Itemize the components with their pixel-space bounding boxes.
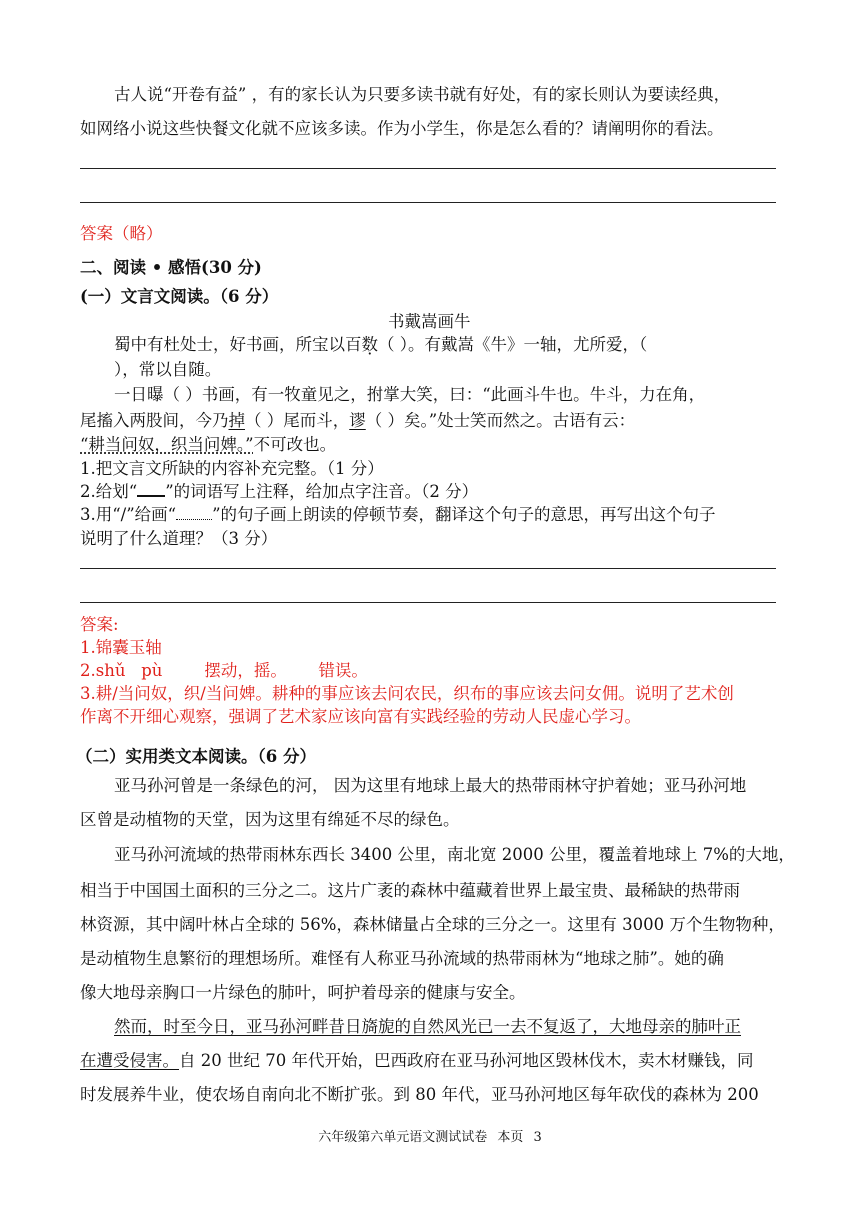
text-fragment: （ ）。有戴嵩《牛》一轴，尤所爱，（ (378, 335, 648, 354)
dotted-char: 数 (361, 335, 378, 354)
article-line: 像大地母亲胸口一片绿色的肺叶，呵护着母亲的健康与安全。 (80, 983, 526, 1002)
passage-line (80, 409, 635, 433)
question-2 (80, 480, 478, 504)
passage-line: 一日曝（ ）书画，有一牧童见之，拊掌大笑，曰：“此画斗牛也。牛斗，力在角， (114, 385, 706, 404)
intro-line-2: 如网络小说这些快餐文化就不应该多读。作为小学生，你是怎么看的？请阐明你的看法。 (80, 119, 724, 138)
part2-heading: （二）实用类文本阅读。（6 分） (76, 747, 316, 766)
answer-2: 2.shǔ pù 摆动，摇。 错误。 (80, 661, 368, 680)
section-title: 二、阅读 • 感悟(30 分) (80, 258, 262, 277)
answer-3: 3.耕/当问奴，织/当问婢。耕种的事应该去问农民，织布的事应该去问女佣。说明了艺术创 (80, 684, 734, 703)
passage-line (80, 433, 336, 457)
underlined-word: 谬 (349, 411, 366, 430)
underlined-sentence: 然而，时至今日，亚马孙河畔昔日旖旎的自然风光已一去不复返了，大地母亲的肺叶正 (114, 1017, 741, 1036)
article-line (80, 1049, 753, 1073)
text-fragment: 蜀中有杜处士，好书画，所宝以百 (114, 335, 362, 354)
intro-line-1: 古人说“开卷有益” ，有的家长认为只要多读书就有好处，有的家长则认为要读经典， (114, 85, 731, 104)
footer-title: 六年级第六单元语文测试试卷 (318, 1130, 488, 1145)
answer-1: 1.锦囊玉轴 (80, 638, 162, 657)
answer-3-cont: 作离不开细心观察，强调了艺术家应该向富有实践经验的劳动人民虚心学习。 (80, 707, 641, 726)
underlined-sentence: 在遭受侵害。 (80, 1051, 179, 1070)
passage-line (114, 333, 647, 357)
dotted-underline-sample (176, 505, 212, 520)
passage-title: 书戴嵩画牛 (388, 312, 471, 331)
article-line: 亚马孙河曾是一条绿色的河， 因为这里有地球上最大的热带雨林守护着她；亚马孙河地 (114, 776, 747, 795)
answer-line (80, 202, 776, 203)
text-fragment: ”的词语写上注释，给加点字注音。（2 分） (165, 482, 479, 501)
answer-line (80, 168, 776, 169)
question-3-cont: 说明了什么道理？（3 分） (80, 529, 278, 548)
text-fragment: 2.给划“ (80, 482, 138, 501)
footer-page-label: 本页 (497, 1130, 524, 1145)
article-line: 区曾是动植物的天堂，因为这里有绵延不尽的绿色。 (80, 810, 460, 829)
answer-omitted: 答案（略） (80, 224, 163, 243)
article-line: 相当于中国国土面积的三分之二。这片广袤的森林中蕴藏着世界上最宝贵、最稀缺的热带雨 (80, 881, 740, 900)
footer-page-number: 3 (533, 1130, 542, 1145)
article-line: 时发展养牛业，使农场自南向北不断扩张。到 80 年代，亚马孙河地区每年砍伐的森林为 200 (80, 1085, 759, 1104)
question-3 (80, 503, 716, 527)
text-fragment: （ ）尾而斗， (245, 411, 350, 430)
underline-sample (137, 481, 165, 497)
page-footer (0, 1126, 860, 1145)
text-fragment: （ ）矣。”处士笑而然之。古语有云： (365, 411, 636, 430)
answer-label: 答案: (80, 615, 119, 634)
answer-line (80, 568, 776, 569)
text-fragment: 尾搐入两股间，今乃 (80, 411, 229, 430)
article-line: 林资源，其中阔叶林占全球的 56%，森林储量占全球的三分之一。这里有 3000 万个生物物种， (80, 915, 785, 934)
text-fragment: 不可改也。 (253, 435, 337, 454)
underlined-word: 掉 (228, 411, 245, 430)
text-fragment: 3.用“/”给画“ (80, 505, 177, 524)
text-fragment: 自 20 世纪 70 年代开始，巴西政府在亚马孙河地区毁林伐木，卖木材赚钱，同 (179, 1051, 754, 1070)
question-1: 1.把文言文所缺的内容补充完整。（1 分） (80, 459, 384, 478)
text-fragment: ”的句子画上朗读的停顿节奏，翻译这个句子的意思，再写出这个句子 (212, 505, 716, 524)
passage-line: ），常以自随。 (114, 360, 222, 379)
part1-heading: (一）文言文阅读。（6 分） (80, 287, 279, 306)
article-line: 亚马孙河流域的热带雨林东西长 3400 公里，南北宽 2000 公里，覆盖着地球上 7%的大地， (114, 845, 795, 864)
dotted-underlined-sentence: “耕当问奴，织当问婢。” (80, 435, 254, 454)
article-line: 是动植物生息繁衍的理想场所。难怪有人称亚马孙流域的热带雨林为“地球之肺”。她的确 (80, 949, 724, 968)
answer-line (80, 602, 776, 603)
